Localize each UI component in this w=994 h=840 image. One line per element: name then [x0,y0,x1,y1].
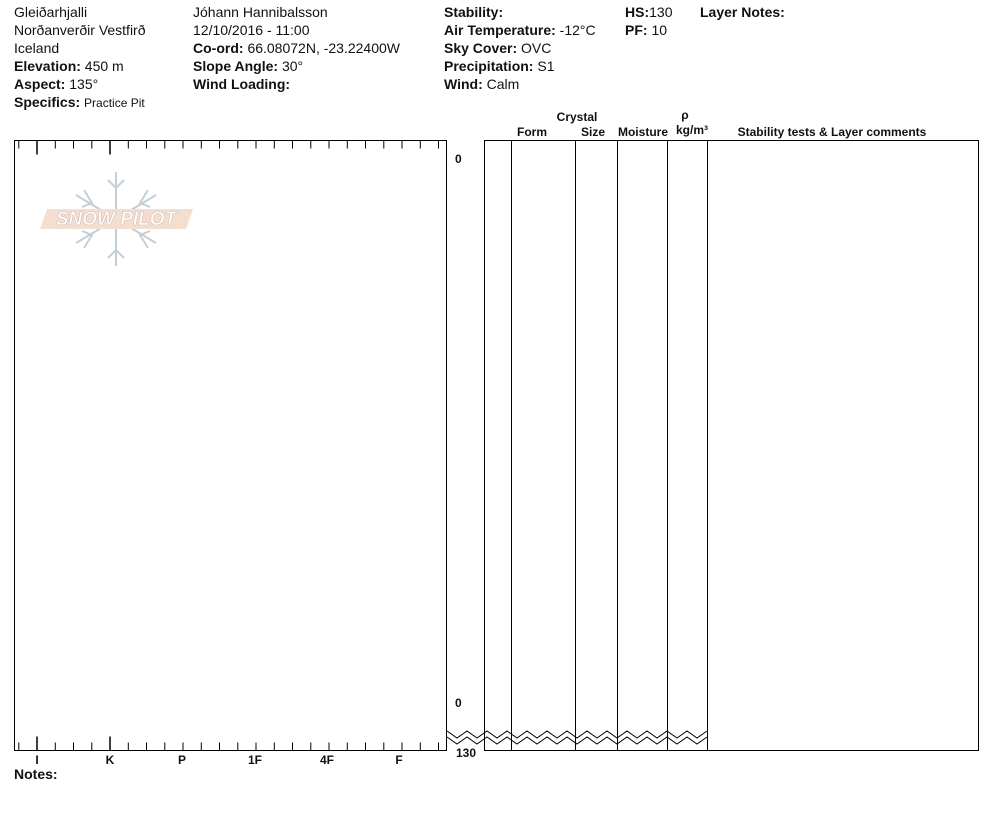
comments-header: Stability tests & Layer comments [737,125,927,139]
hs-value: 130 [649,4,673,20]
hardness-label-4f: 4F [319,753,334,767]
slope-value: 30° [281,58,304,74]
depth-top-label: 0 [455,152,462,166]
notes-label: Notes: [14,766,58,782]
elevation-label: Elevation: [14,58,81,74]
precip-value: S1 [537,58,555,74]
pf-value: 10 [651,22,668,38]
moisture-header: Moisture [617,125,668,139]
size-header: Size [580,125,605,139]
slope-label: Slope Angle: [193,58,279,74]
logo-text: SNOW PILOT [55,209,177,230]
country-name: Iceland [14,40,60,56]
layer-notes-label: Layer Notes: [700,4,785,20]
hardness-profile-frame [15,141,447,751]
wind-loading-label: Wind Loading: [193,76,291,92]
sky-cover-label: Sky Cover: [444,40,518,56]
pf-label: PF: [625,22,648,38]
rho-header: ρ [681,108,689,122]
coord-value: 66.08072N, -23.22400W [247,40,400,56]
stability-label: Stability: [444,4,504,20]
hardness-top-ticks [19,141,439,155]
air-temp-label: Air Temperature: [444,22,556,38]
wind-label: Wind: [444,76,483,92]
hardness-label-p: P [177,753,186,767]
location-name: Gleiðarhjalli [14,4,88,20]
hardness-label-1f: 1F [247,753,262,767]
observer-name: Jóhann Hannibalsson [193,4,328,20]
elevation-value: 450 m [84,58,124,74]
hs-label: HS: [625,4,650,20]
hardness-bottom-ticks [19,737,439,751]
depth-bottom-label: 0 [455,696,462,710]
form-header: Form [517,125,547,139]
coord-label: Co-ord: [193,40,244,56]
specifics-label: Specifics: [14,94,81,110]
aspect-value: 135° [69,76,99,92]
wind-value: Calm [486,76,520,92]
density-unit-header: kg/m³ [675,123,708,137]
hardness-label-f: F [395,753,403,767]
depth-total-label: 130 [456,746,477,760]
snowpilot-logo [40,172,193,266]
specifics-value: Practice Pit [84,96,145,110]
hardness-label-i: I [35,753,39,767]
sky-cover-value: OVC [521,40,552,56]
region-name: Norðanverðir Vestfirð [14,22,146,38]
air-temp-value: -12°C [559,22,596,38]
crystal-header: Crystal [556,110,598,124]
layer-table-columns [512,140,708,751]
layer-table-frame [485,141,979,751]
precip-label: Precipitation: [444,58,534,74]
aspect-label: Aspect: [14,76,66,92]
hardness-label-k: K [105,753,115,767]
observation-datetime: 12/10/2016 - 11:00 [193,22,310,38]
